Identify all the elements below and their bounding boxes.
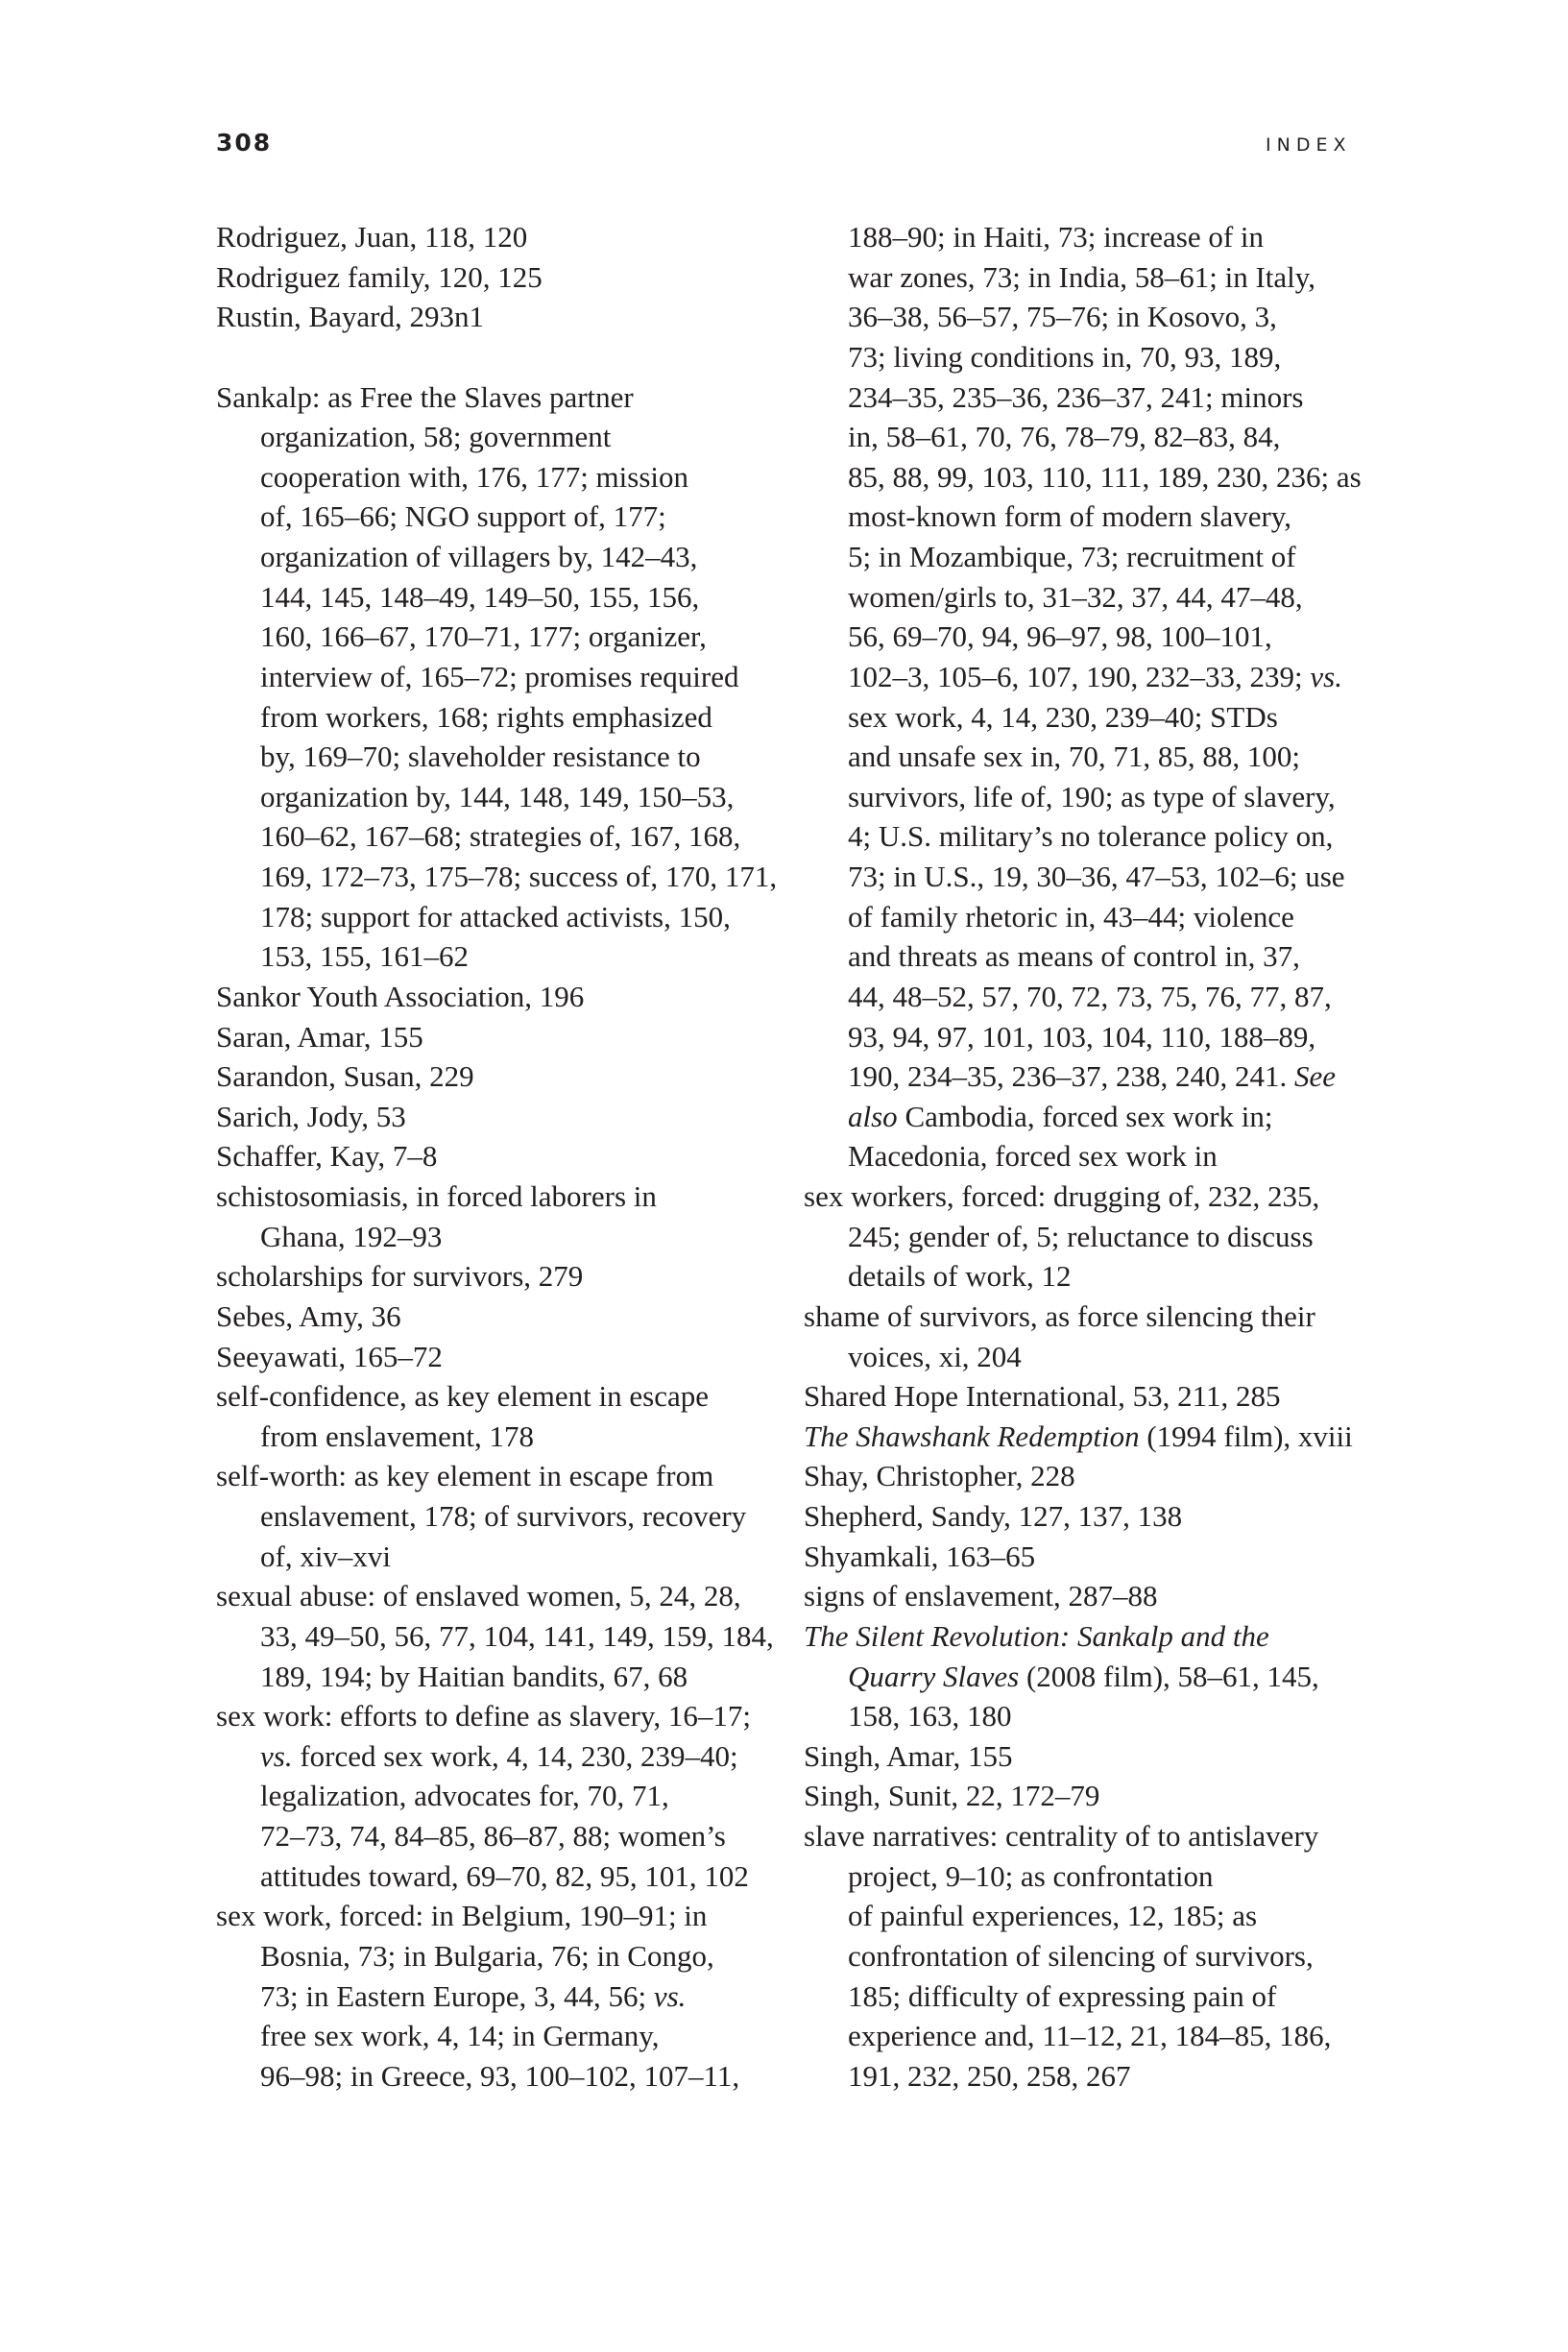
index-subentry-line: most-known form of modern slavery, — [848, 499, 1292, 534]
index-subentry-line: interview of, 165–72; promises required — [260, 659, 739, 693]
index-subentry-line: 72–73, 74, 84–85, 86–87, 88; women’s — [260, 1819, 726, 1853]
index-subentry-line: 102–3, 105–6, 107, 190, 232–33, 239; vs. — [848, 659, 1342, 693]
index-subentry-line: organization, 58; government — [260, 420, 612, 454]
index-subentry-line: project, 9–10; as confrontation — [848, 1858, 1214, 1893]
index-entry: signs of enslavement, 287–88 — [804, 1579, 1158, 1613]
index-entry: Rodriguez, Juan, 118, 120 — [216, 220, 528, 254]
index-subentry-line: Bosnia, 73; in Bulgaria, 76; in Congo, — [260, 1938, 714, 1973]
index-subentry-line: details of work, 12 — [848, 1259, 1072, 1294]
index-subentry-line: 245; gender of, 5; reluctance to discuss — [848, 1219, 1314, 1253]
index-entry-film: The Silent Revolution: Sankalp and the — [804, 1618, 1269, 1653]
index-subentry-line: 5; in Mozambique, 73; recruitment of — [848, 540, 1296, 573]
index-subentry-line: survivors, life of, 190; as type of slavery, — [848, 779, 1336, 813]
index-entry: Saran, Amar, 155 — [216, 1019, 423, 1054]
index-entry: Shared Hope International, 53, 211, 285 — [804, 1379, 1281, 1414]
index-column-right — [804, 217, 1361, 2096]
index-subentry-line: 191, 232, 250, 258, 267 — [848, 2058, 1131, 2093]
see-italic: See — [1294, 1059, 1337, 1094]
index-subentry-line: 44, 48–52, 57, 70, 72, 73, 75, 76, 77, 87, — [848, 979, 1332, 1013]
running-head — [0, 127, 1568, 159]
index-subentry-line: 144, 145, 148–49, 149–50, 155, 156, — [260, 579, 700, 614]
vs-italic: vs. — [1310, 659, 1342, 693]
vs-italic: vs. — [653, 1978, 687, 2013]
index-subentry-line: 169, 172–73, 175–78; success of, 170, 171, — [260, 860, 778, 893]
index-subentry-line: 73; in Eastern Europe, 3, 44, 56; vs. — [260, 1978, 687, 2013]
index-subentry-line: confrontation of silencing of survivors, — [848, 1938, 1314, 1973]
index-subentry-line: of, 165–66; NGO support of, 177; — [260, 499, 666, 534]
page-number: 308 — [216, 129, 273, 157]
index-subentry-line: from workers, 168; rights emphasized — [260, 699, 712, 734]
index-entry: self-confidence, as key element in escape — [216, 1379, 709, 1414]
index-entry: slave narratives: centrality of to antislavery — [804, 1819, 1319, 1853]
index-subentry-line: war zones, 73; in India, 58–61; in Italy, — [848, 259, 1315, 294]
index-subentry-line: of family rhetoric in, 43–44; violence — [848, 899, 1294, 934]
index-entry: shame of survivors, as force silencing their — [804, 1298, 1315, 1333]
index-subentry-line: 153, 155, 161–62 — [260, 939, 469, 974]
index-subentry-line: and unsafe sex in, 70, 71, 85, 88, 100; — [848, 740, 1300, 774]
section-title: INDEX — [1266, 134, 1352, 156]
index-subentry-line: 160, 166–67, 170–71, 177; organizer, — [260, 619, 707, 654]
index-subentry-line: sex work, 4, 14, 230, 239–40; STDs — [848, 699, 1278, 734]
index-entry: Rodriguez family, 120, 125 — [216, 259, 543, 294]
index-subentry-line: organization of villagers by, 142–43, — [260, 540, 698, 573]
index-subentry-line: voices, xi, 204 — [848, 1339, 1022, 1373]
index-subentry-line: 4; U.S. military’s no tolerance policy on, — [848, 819, 1334, 854]
index-entry: schistosomiasis, in forced laborers in — [216, 1179, 657, 1213]
index-subentry-line: free sex work, 4, 14; in Germany, — [260, 2019, 660, 2053]
also-italic: also — [848, 1099, 898, 1133]
cross-reference-line: Macedonia, forced sex work in — [848, 1139, 1218, 1174]
index-subentry-line: 96–98; in Greece, 93, 100–102, 107–11, — [260, 2058, 740, 2093]
index-entry-film: The Shawshank Redemption (1994 film), xviii — [804, 1418, 1353, 1453]
index-subentry-line: from enslavement, 178 — [260, 1418, 534, 1453]
index-subentry-line: 73; living conditions in, 70, 93, 189, — [848, 339, 1282, 374]
index-subentry-line: in, 58–61, 70, 76, 78–79, 82–83, 84, — [848, 420, 1281, 454]
index-subentry-line: 56, 69–70, 94, 96–97, 98, 100–101, — [848, 619, 1272, 654]
index-entry: Shay, Christopher, 228 — [804, 1459, 1075, 1493]
index-entry: sexual abuse: of enslaved women, 5, 24, 28, — [216, 1579, 741, 1613]
index-subentry-line: 188–90; in Haiti, 73; increase of in — [848, 220, 1265, 254]
index-entry: sex workers, forced: drugging of, 232, 235, — [804, 1179, 1320, 1213]
index-subentry-line: 73; in U.S., 19, 30–36, 47–53, 102–6; use — [848, 860, 1345, 893]
index-subentry-line: women/girls to, 31–32, 37, 44, 47–48, — [848, 579, 1303, 614]
index-subentry-line: and threats as means of control in, 37, — [848, 939, 1300, 974]
index-subentry-line: 33, 49–50, 56, 77, 104, 141, 149, 159, 184, — [260, 1618, 774, 1653]
index-entry: sex work, forced: in Belgium, 190–91; in — [216, 1899, 708, 1933]
index-subentry-line: 158, 163, 180 — [848, 1699, 1012, 1734]
index-subentry-line: of painful experiences, 12, 185; as — [848, 1899, 1258, 1933]
index-entry: Sarich, Jody, 53 — [216, 1099, 406, 1133]
index-subentry-line: vs. forced sex work, 4, 14, 230, 239–40; — [260, 1738, 738, 1773]
index-subentry-line: 36–38, 56–57, 75–76; in Kosovo, 3, — [848, 300, 1277, 334]
index-subentry-line: 160–62, 167–68; strategies of, 167, 168, — [260, 819, 741, 854]
index-subentry-line: 85, 88, 99, 103, 110, 111, 189, 230, 236; as — [848, 459, 1362, 494]
index-column-left — [216, 217, 778, 2096]
index-subentry-line: 234–35, 235–36, 236–37, 241; minors — [848, 379, 1304, 414]
index-entry: scholarships for survivors, 279 — [216, 1259, 584, 1294]
index-subentry-line: of, xiv–xvi — [260, 1539, 392, 1573]
index-subentry-line: Ghana, 192–93 — [260, 1219, 443, 1253]
index-subentry-line: attitudes toward, 69–70, 82, 95, 101, 102 — [260, 1858, 749, 1893]
cross-reference-line: also Cambodia, forced sex work in; — [848, 1099, 1273, 1133]
index-entry: Singh, Amar, 155 — [804, 1738, 1013, 1773]
index-entry: self-worth: as key element in escape from — [216, 1459, 714, 1493]
index-subentry-line: 93, 94, 97, 101, 103, 104, 110, 188–89, — [848, 1019, 1316, 1054]
index-entry: Sankalp: as Free the Slaves partner — [216, 379, 634, 414]
index-subentry-line: Quarry Slaves (2008 film), 58–61, 145, — [848, 1659, 1319, 1693]
index-entry: Rustin, Bayard, 293n1 — [216, 300, 484, 334]
index-subentry-line: experience and, 11–12, 21, 184–85, 186, — [848, 2019, 1332, 2053]
index-entry: Sarandon, Susan, 229 — [216, 1059, 474, 1094]
index-entry: Schaffer, Kay, 7–8 — [216, 1139, 438, 1174]
index-subentry-line: cooperation with, 176, 177; mission — [260, 459, 689, 494]
index-entry: Shyamkali, 163–65 — [804, 1539, 1036, 1573]
index-subentry-line: enslavement, 178; of survivors, recovery — [260, 1499, 747, 1533]
index-subentry-line: by, 169–70; slaveholder resistance to — [260, 740, 701, 774]
index-subentry-line: 178; support for attacked activists, 150, — [260, 899, 731, 934]
index-entry: Shepherd, Sandy, 127, 137, 138 — [804, 1499, 1183, 1533]
index-subentry-line: 185; difficulty of expressing pain of — [848, 1978, 1277, 2013]
index-entry: sex work: efforts to define as slavery, 16–17; — [216, 1699, 752, 1734]
index-subentry-line: 190, 234–35, 236–37, 238, 240, 241. See — [848, 1059, 1337, 1094]
index-entry: Sankor Youth Association, 196 — [216, 979, 585, 1013]
index-entry: Seeyawati, 165–72 — [216, 1339, 443, 1373]
index-subentry-line: 189, 194; by Haitian bandits, 67, 68 — [260, 1659, 688, 1693]
index-entry: Sebes, Amy, 36 — [216, 1298, 401, 1333]
index-subentry-line: organization by, 144, 148, 149, 150–53, — [260, 779, 735, 813]
index-entry: Singh, Sunit, 22, 172–79 — [804, 1779, 1100, 1813]
vs-italic: vs. — [260, 1738, 293, 1773]
letter-group-gap — [216, 337, 773, 377]
index-subentry-line: legalization, advocates for, 70, 71, — [260, 1779, 669, 1813]
